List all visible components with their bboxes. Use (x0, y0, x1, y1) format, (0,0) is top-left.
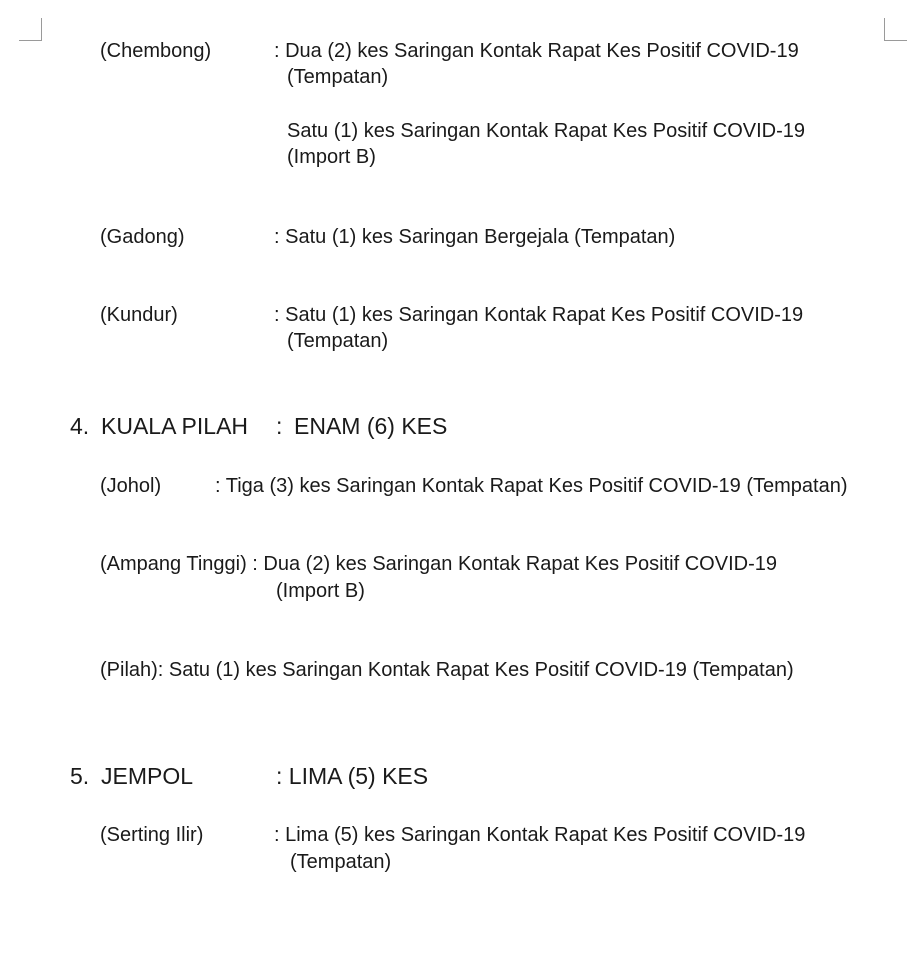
case-description: : Dua (2) kes Saringan Kontak Rapat Kes Positif COVID-19 (274, 40, 799, 62)
case-line: (Ampang Tinggi) : Dua (2) kes Saringan Kontak Rapat Kes Positif COVID-19 (100, 553, 777, 575)
section-number: 4. (70, 413, 90, 439)
case-category: (Import B) (276, 580, 365, 602)
case-category: (Import B) (287, 146, 376, 168)
locality-label: (Serting Ilir) (100, 824, 204, 846)
locality-label: (Gadong) (100, 226, 185, 248)
locality-label: (Kundur) (100, 304, 178, 326)
case-description: : Satu (1) kes Saringan Bergejala (Tempatan) (274, 226, 676, 248)
case-category: (Tempatan) (287, 330, 389, 352)
case-description: : Lima (5) kes Saringan Kontak Rapat Kes Positif COVID-19 (274, 824, 806, 846)
case-line: (Pilah): Satu (1) kes Saringan Kontak Rapat Kes Positif COVID-19 (Tempatan) (100, 659, 794, 681)
district-total: ENAM (6) KES (294, 413, 448, 439)
district-heading: KUALA PILAH (101, 413, 249, 439)
case-category: (Tempatan) (290, 851, 392, 873)
case-description: Satu (1) kes Saringan Kontak Rapat Kes Positif COVID-19 (287, 120, 806, 142)
case-category: (Tempatan) (287, 66, 389, 88)
case-description: : Satu (1) kes Saringan Kontak Rapat Kes Positif COVID-19 (274, 304, 804, 326)
margin-corner-mark (19, 18, 42, 41)
locality-label: (Chembong) (100, 40, 212, 62)
margin-corner-mark (884, 18, 907, 41)
case-description: : Tiga (3) kes Saringan Kontak Rapat Kes Positif COVID-19 (Tempatan) (215, 475, 848, 497)
section-number: 5. (70, 763, 90, 789)
heading-colon: : (276, 413, 283, 439)
district-total: : LIMA (5) KES (276, 763, 429, 789)
district-heading: JEMPOL (101, 763, 194, 789)
locality-label: (Johol) (100, 475, 162, 497)
